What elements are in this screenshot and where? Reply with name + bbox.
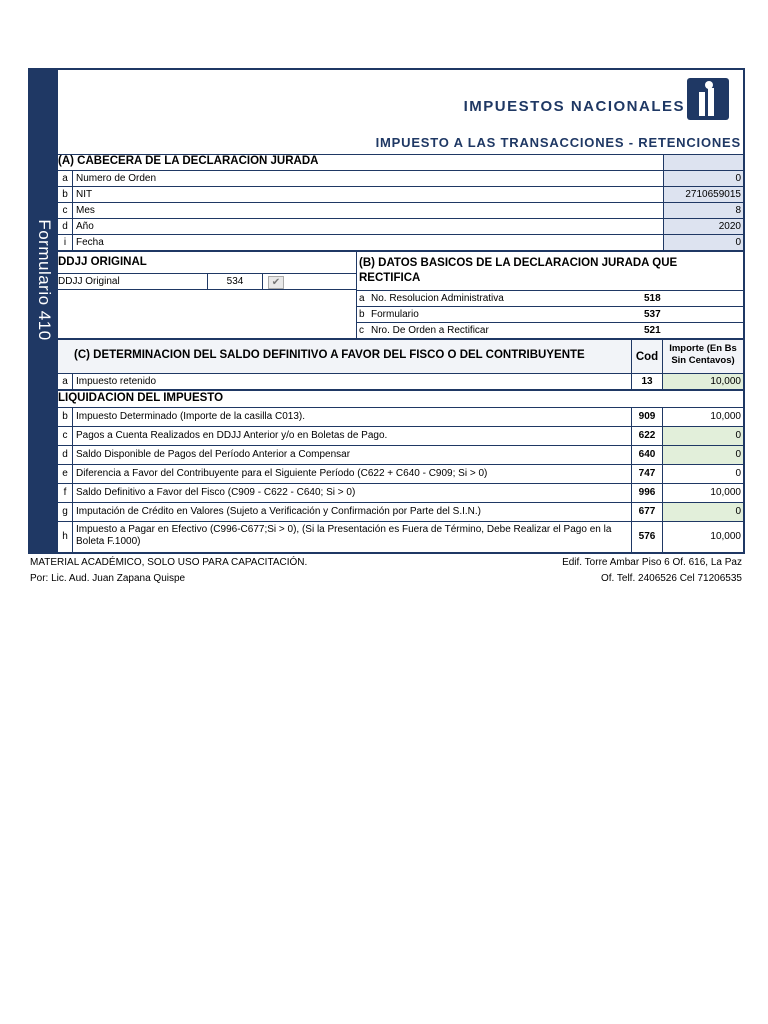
- footer-address: Edif. Torre Ambar Piso 6 Of. 616, La Paz: [562, 557, 742, 568]
- anio-value[interactable]: 2020: [663, 219, 743, 234]
- mes-value[interactable]: 8: [663, 203, 743, 218]
- form-410: [28, 68, 745, 554]
- nro-orden-code: 521: [644, 325, 661, 336]
- form-main: [58, 70, 743, 552]
- brand-name: IMPUESTOS NACIONALES: [463, 98, 685, 115]
- c576-value[interactable]: 10,000: [710, 531, 741, 542]
- section-b-row: a No. Resolucion Administrativa 518: [357, 291, 743, 307]
- liquidacion-row: h Impuesto a Pagar en Efectivo (C996-C677;Si > 0), (Si la Presentación es Fuera de Término, Debe Realizar el Pago en la Boleta F.1000) 576 10,000: [58, 522, 743, 554]
- nit-value[interactable]: 2710659015: [663, 187, 743, 202]
- c909-value[interactable]: 10,000: [710, 411, 741, 422]
- ddjj-original-label: DDJJ Original: [58, 274, 208, 290]
- liquidacion-row: e Diferencia a Favor del Contribuyente para el Siguiente Período (C622 + C640 - C909; Si > 0) 747 0: [58, 465, 743, 484]
- footer-disclaimer: MATERIAL ACADÉMICO, SOLO USO PARA CAPACITACIÓN.: [30, 557, 308, 568]
- section-b-heading: (B) DATOS BASICOS DE LA DECLARACION JURADA QUE RECTIFICA: [359, 257, 678, 284]
- liquidacion-row: g Imputación de Crédito en Valores (Sujeto a Verificación y Confirmación por Parte del S.I.N.) 677 0: [58, 503, 743, 522]
- liquidacion-heading: LIQUIDACION DEL IMPUESTO: [58, 392, 224, 404]
- resolucion-code: 518: [644, 293, 661, 304]
- impuesto-retenido-value[interactable]: 10,000: [663, 374, 743, 389]
- liquidacion-row: b Impuesto Determinado (Importe de la casilla C013). 909 10,000: [58, 408, 743, 427]
- section-b-row: b Formulario 537: [357, 307, 743, 323]
- section-a-row: d Año 2020: [58, 219, 743, 235]
- formulario-code: 537: [644, 309, 661, 320]
- ddjj-heading: DDJJ ORIGINAL: [58, 256, 147, 268]
- form-title: IMPUESTO A LAS TRANSACCIONES - RETENCIONES: [375, 135, 741, 150]
- numero-orden-value[interactable]: 0: [663, 171, 743, 186]
- c996-value[interactable]: 10,000: [710, 487, 741, 498]
- footer-author: Por: Lic. Aud. Juan Zapana Quispe: [30, 573, 186, 584]
- ddjj-original-checkbox[interactable]: ✔: [268, 276, 284, 289]
- c640-value[interactable]: 0: [663, 446, 743, 464]
- c677-value[interactable]: 0: [663, 503, 743, 521]
- fecha-value[interactable]: 0: [663, 235, 743, 250]
- impuestos-logo-icon: [687, 78, 729, 120]
- form-sidebar: [30, 70, 58, 552]
- footer-phone: Of. Telf. 2406526 Cel 71206535: [600, 573, 742, 584]
- c622-value[interactable]: 0: [663, 427, 743, 445]
- liquidacion-row: c Pagos a Cuenta Realizados en DDJJ Anterior y/o en Boletas de Pago. 622 0: [58, 427, 743, 446]
- section-c-header: [58, 340, 743, 374]
- ddjj-original-code: 534: [208, 274, 263, 290]
- form-number-label: Formulario 410: [35, 219, 54, 341]
- impuesto-retenido-row: a Impuesto retenido 13 10,000: [58, 374, 743, 391]
- cod-header: Cod: [631, 340, 663, 373]
- c747-value[interactable]: 0: [735, 468, 741, 479]
- importe-header: Importe (En Bs Sin Centavos): [669, 343, 737, 366]
- section-a-row: c Mes 8: [58, 203, 743, 219]
- section-c-heading: (C) DETERMINACION DEL SALDO DEFINITIVO A FAVOR DEL FISCO O DEL CONTRIBUYENTE: [74, 349, 585, 361]
- section-a-heading: (A) CABECERA DE LA DECLARACION JURADA: [58, 155, 319, 167]
- section-a-row: a Numero de Orden 0: [58, 171, 743, 187]
- liquidacion-row: f Saldo Definitivo a Favor del Fisco (C909 - C622 - C640; Si > 0) 996 10,000: [58, 484, 743, 503]
- section-b-row: c Nro. De Orden a Rectificar 521: [357, 323, 743, 340]
- section-a-row: i Fecha 0: [58, 235, 743, 252]
- liquidacion-row: d Saldo Disponible de Pagos del Período Anterior a Compensar 640 0: [58, 446, 743, 465]
- section-a-row: b NIT 2710659015: [58, 187, 743, 203]
